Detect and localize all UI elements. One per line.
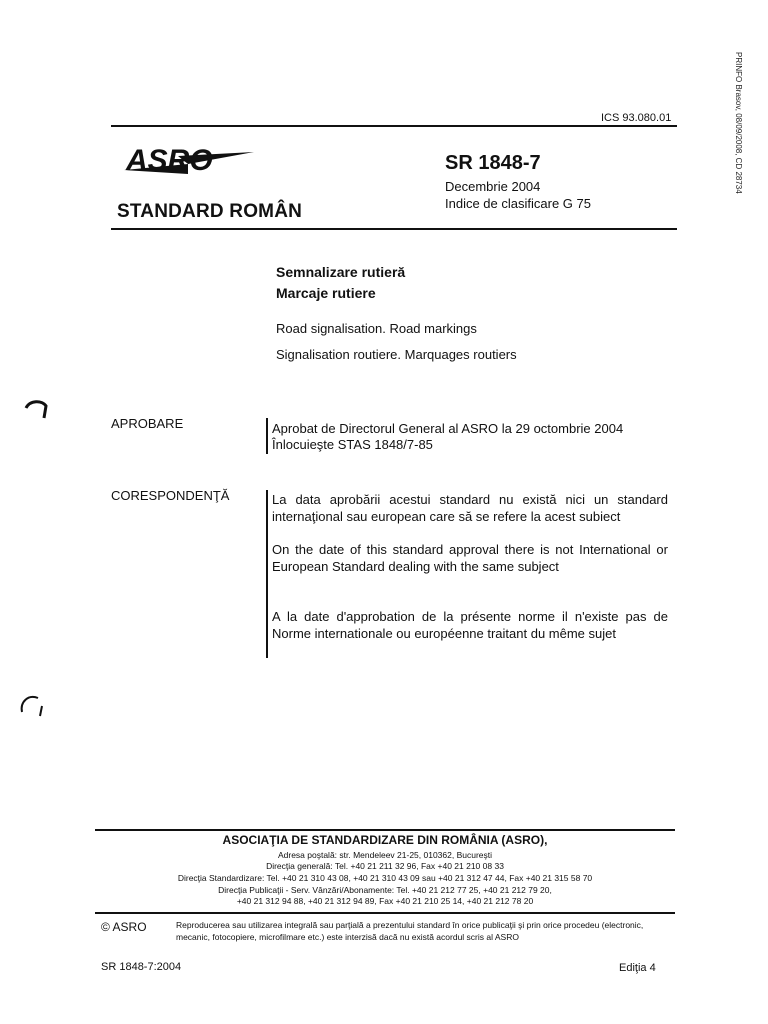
standard-code: SR 1848-7 bbox=[445, 152, 541, 174]
title-fr: Signalisation routiere. Marquages routiers bbox=[276, 347, 517, 362]
punch-mark-top bbox=[22, 396, 52, 426]
header-top-rule bbox=[111, 125, 677, 127]
edition-label: Ediţia 4 bbox=[619, 962, 656, 974]
footer-standardization: Direcţia Standardizare: Tel. +40 21 310 43 08, +40 21 310 43 09 sau +40 21 312 47 44, Fax +40 21 315 58 70 bbox=[177, 873, 593, 883]
title-ro-line1: Semnalizare rutieră bbox=[276, 264, 406, 280]
standard-label: STANDARD ROMÂN bbox=[117, 201, 303, 222]
correspondence-ro: La data aprobării acestui standard nu există nici un standard internaţional sau european care să se refere la acest subiect bbox=[272, 492, 668, 524]
title-en: Road signalisation. Road markings bbox=[276, 321, 477, 336]
header-bottom-rule bbox=[111, 228, 677, 230]
footer-publications: Direcţia Publicaţii - Serv. Vânzări/Abonamente: Tel. +40 21 212 77 25, +40 21 212 79 20, bbox=[218, 885, 552, 895]
document-reference: SR 1848-7:2004 bbox=[101, 961, 182, 973]
copyright-text: Reproducerea sau utilizarea integrală sau parţială a prezentului standard în orice publicaţii şi prin orice procedeu (electronic, mecanic, fotocopiere, microfilmare etc.) este interzisă dacă nu există acordul scris al ASRO bbox=[176, 920, 644, 942]
approval-bar bbox=[266, 418, 268, 454]
classification-index: Indice de clasificare G 75 bbox=[445, 196, 591, 211]
correspondence-label: CORESPONDENŢĂ bbox=[111, 488, 230, 503]
approval-line1: Aprobat de Directorul General al ASRO la 29 octombrie 2004 bbox=[272, 421, 624, 436]
asro-logo bbox=[118, 134, 258, 182]
correspondence-fr: A la date d'approbation de la présente norme il n'existe pas de Norme internationale ou européenne traitant du même sujet bbox=[272, 609, 668, 641]
correspondence-en: On the date of this standard approval there is not International or European Standard dealing with the same subject bbox=[272, 542, 668, 574]
title-ro-line2: Marcaje rutiere bbox=[276, 285, 376, 301]
side-note: PRINFO Brasov, 08/09/2008, CD 28734 bbox=[734, 52, 743, 194]
footer-address: Adresa poştală: str. Mendeleev 21-25, 010362, Bucureşti bbox=[277, 850, 493, 860]
correspondence-bar bbox=[266, 490, 268, 658]
footer-publications2: +40 21 312 94 88, +40 21 312 94 89, Fax +40 21 210 25 14, +40 21 212 78 20 bbox=[236, 896, 534, 906]
footer-bottom-rule bbox=[95, 912, 675, 914]
standard-date: Decembrie 2004 bbox=[445, 179, 541, 194]
logo-text: ASRO bbox=[126, 144, 213, 177]
approval-line2: Înlocuieşte STAS 1848/7-85 bbox=[272, 437, 433, 452]
copyright-mark: © ASRO bbox=[101, 920, 147, 934]
footer-org: ASOCIAŢIA DE STANDARDIZARE DIN ROMÂNIA (ASRO), bbox=[222, 833, 548, 847]
ics-code: ICS 93.080.01 bbox=[601, 112, 672, 124]
punch-mark-bottom bbox=[16, 692, 50, 726]
footer-general: Direcţia generală: Tel. +40 21 211 32 96, Fax +40 21 210 08 33 bbox=[266, 861, 504, 871]
footer-top-rule bbox=[95, 829, 675, 831]
approval-label: APROBARE bbox=[111, 416, 184, 431]
